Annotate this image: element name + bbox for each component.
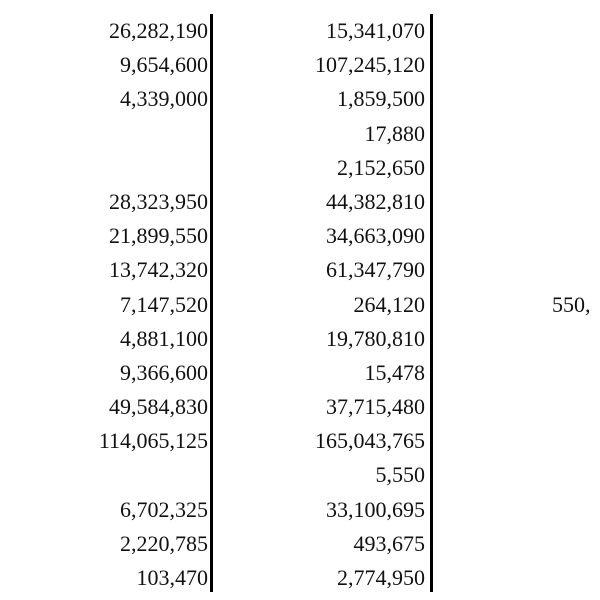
table-cell: 165,043,765 (315, 428, 425, 454)
table-cell: 15,478 (364, 359, 425, 385)
table-cell: 2,152,650 (337, 154, 425, 180)
table-cell (470, 390, 600, 424)
table-cell (470, 561, 600, 595)
table-cell (470, 458, 600, 492)
table-cell: 2,220,785 (120, 530, 208, 556)
table-cell: 61,347,790 (326, 257, 425, 283)
table-cell: 6,702,325 (120, 496, 208, 522)
table-cell: 9,654,600 (120, 52, 208, 78)
table-cell: 15,341,070 (326, 18, 425, 43)
table-cell (470, 356, 600, 390)
table-cell (40, 151, 208, 185)
table-column-1 (40, 14, 208, 595)
table-cell: 493,675 (353, 530, 425, 556)
table-cell: 13,742,320 (109, 257, 208, 283)
table-cell: 264,120 (353, 291, 425, 317)
table-cell: 114,065,125 (98, 428, 208, 454)
table-cell: 9,366,600 (120, 359, 208, 385)
column-divider (210, 14, 213, 592)
table-cell (470, 322, 600, 356)
table-cell: 17,880 (364, 120, 425, 146)
table-cell: 550, (552, 291, 591, 317)
table-cell: 4,881,100 (120, 325, 208, 351)
table-cell: 34,663,090 (326, 223, 425, 249)
table-cell: 28,323,950 (109, 188, 208, 214)
table-cell: 37,715,480 (326, 394, 425, 420)
table-cell (470, 493, 600, 527)
table-cell: 4,339,000 (120, 86, 208, 112)
table-cell: 107,245,120 (315, 52, 425, 78)
table-cell (40, 458, 208, 492)
table-cell: 44,382,810 (326, 188, 425, 214)
table-cell (470, 219, 600, 253)
table-cell: 33,100,695 (326, 496, 425, 522)
table-cell: 103,470 (136, 565, 208, 590)
table-cell (470, 117, 600, 151)
table-cell: 1,859,500 (337, 86, 425, 112)
table-cell: 7,147,520 (120, 291, 208, 317)
table-cell: 19,780,810 (326, 325, 425, 351)
table-cell: 5,550 (375, 462, 425, 488)
table-column-2 (250, 14, 425, 595)
table-cell: 49,584,830 (109, 394, 208, 420)
table-column-3 (470, 14, 600, 595)
table-cell (470, 253, 600, 287)
column-divider (430, 14, 433, 592)
table-cell: 21,899,550 (109, 223, 208, 249)
table-cell (470, 424, 600, 458)
table-cell (470, 82, 600, 116)
table-cell (470, 14, 600, 48)
table-cell (470, 185, 600, 219)
table-cell (470, 527, 600, 561)
table-cell (470, 151, 600, 185)
table-cell (470, 48, 600, 82)
table-cell: 26,282,190 (109, 18, 208, 43)
table-cell: 2,774,950 (337, 565, 425, 590)
table-cell (40, 117, 208, 151)
